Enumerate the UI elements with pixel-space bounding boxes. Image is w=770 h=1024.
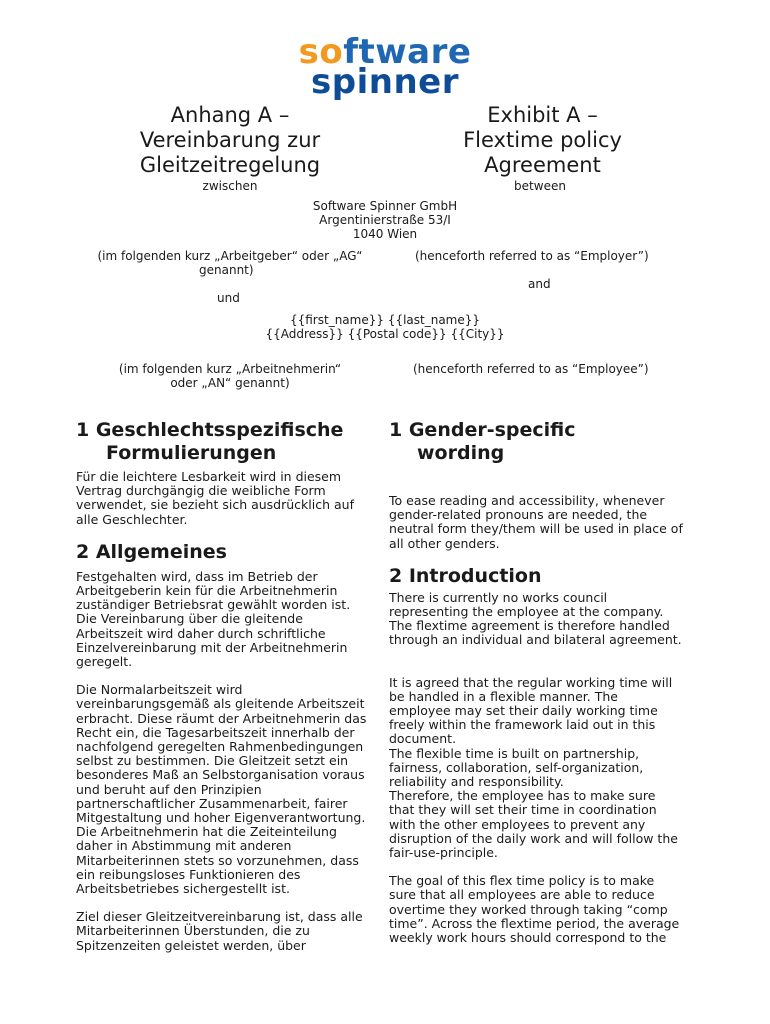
employee-address: {{Address}} {{Postal code}} {{City}} bbox=[265, 327, 505, 341]
text-line: Mitarbeiterinnen stets so vorzunehmen, dass bbox=[76, 852, 359, 868]
text-line: Arbeitszeit wird daher durch schriftliche bbox=[76, 625, 326, 641]
title-en-line: Agreement bbox=[484, 153, 601, 177]
text-line: selbst zu bestimmen. Die Gleitzeit setzt ein bbox=[76, 753, 349, 769]
heading-line: Formulierungen bbox=[106, 442, 277, 464]
employer-street: Argentinierstraße 53/I bbox=[319, 213, 451, 227]
text-line: verwendet, sie bezieht sich ausdrücklich auf bbox=[76, 497, 354, 513]
employer-block bbox=[235, 199, 535, 241]
and-de: und bbox=[217, 291, 240, 305]
text-line: erbracht. Diese räumt der Arbeitnehmerin das bbox=[76, 710, 367, 726]
paragraph-de-3 bbox=[76, 683, 386, 896]
text-line: be handled in a flexible manner. The bbox=[389, 688, 618, 704]
between-de: zwischen bbox=[202, 179, 258, 193]
text-line: ein reibungsloses Funktionieren des bbox=[76, 866, 301, 882]
logo-text-orange: so bbox=[298, 32, 344, 72]
heading-line: 1 Geschlechtsspezifische bbox=[76, 419, 344, 441]
english-column bbox=[389, 419, 709, 945]
text-line: Die Arbeitnehmerin hat die Zeiteinteilung bbox=[76, 824, 337, 840]
text-line: Arbeitgeberin kein für die Arbeitnehmerin bbox=[76, 583, 338, 599]
text-line: Spitzenzeiten geleistet werden, über bbox=[76, 937, 306, 953]
section-heading-en-1 bbox=[389, 419, 709, 465]
employee-ref-en: (henceforth referred to as “Employee”) bbox=[413, 362, 649, 376]
text-line: The flexible time is built on partnership, bbox=[389, 745, 640, 761]
logo-line-bottom: spinner bbox=[311, 62, 459, 102]
text-line: Arbeitsbetriebes sichergestellt ist. bbox=[76, 881, 290, 897]
and-en: and bbox=[528, 277, 551, 291]
text-line: Therefore, the employee has to make sure bbox=[389, 788, 656, 804]
text-line: vereinbarungsgemäß als gleitende Arbeitszeit bbox=[76, 696, 365, 712]
text-line: partnerschaftlicher Zusammenarbeit, fairer bbox=[76, 795, 348, 811]
paragraph-de-4 bbox=[76, 910, 386, 953]
text-line: overtime they worked through taking “comp bbox=[389, 901, 668, 917]
text-line: Vertrag durchgängig die weibliche Form bbox=[76, 483, 326, 499]
text-line: disruption of the daily work and will follow the bbox=[389, 830, 678, 846]
between-en: between bbox=[514, 179, 566, 193]
text-line: nachfolgend geregelten Rahmenbedingungen bbox=[76, 739, 364, 755]
text-line: through an individual and bilateral agreement. bbox=[389, 632, 682, 648]
text-line: Mitarbeiterinnen Überstunden, die zu bbox=[76, 923, 310, 939]
text-line: all other genders. bbox=[389, 535, 500, 551]
text-line: It is agreed that the regular working time will bbox=[389, 674, 673, 690]
title-de-line: Vereinbarung zur bbox=[139, 128, 321, 152]
text-line: zuständiger Betriebsrat gewählt worden ist. bbox=[76, 597, 351, 613]
paragraph-en-1 bbox=[389, 494, 709, 551]
text-line: that they will set their time in coordination bbox=[389, 802, 657, 818]
paragraph-en-2 bbox=[389, 591, 709, 648]
paragraph-en-3 bbox=[389, 676, 709, 861]
employee-ref-de-line: oder „AN“ genannt) bbox=[170, 376, 290, 390]
paragraph-en-4 bbox=[389, 874, 709, 945]
title-german bbox=[100, 103, 360, 178]
text-line: There is currently no works council bbox=[389, 589, 608, 605]
title-de-line: Gleitzeitregelung bbox=[139, 153, 321, 177]
section-heading-en-2: 2 Introduction bbox=[389, 564, 542, 587]
heading-line: 1 Gender-specific bbox=[389, 419, 576, 441]
employer-name: Software Spinner GmbH bbox=[312, 199, 458, 213]
text-line: time”. Across the flextime period, the average bbox=[389, 915, 680, 931]
company-logo bbox=[290, 34, 480, 100]
text-line: fair-use-principle. bbox=[389, 845, 498, 861]
employee-block bbox=[200, 313, 570, 341]
employer-ref-de bbox=[75, 249, 385, 277]
section-heading-de-2: 2 Allgemeines bbox=[76, 540, 227, 563]
text-line: besonderes Maß an Selbstorganisation voraus bbox=[76, 767, 365, 783]
text-line: employee may set their daily working time bbox=[389, 703, 658, 719]
text-line: neutral form they/them will be used in place of bbox=[389, 521, 683, 537]
title-en-line: Flextime policy bbox=[463, 128, 622, 152]
employer-city: 1040 Wien bbox=[352, 227, 418, 241]
paragraph-de-2 bbox=[76, 570, 386, 669]
text-line: freely within the framework laid out in this bbox=[389, 717, 656, 733]
text-line: Die Normalarbeitszeit wird bbox=[76, 682, 243, 698]
text-line: representing the employee at the company. bbox=[389, 604, 664, 620]
text-line: Recht ein, die Tagesarbeitszeit innerhalb der bbox=[76, 724, 355, 740]
german-column bbox=[76, 419, 386, 953]
text-line: The goal of this flex time policy is to make bbox=[389, 873, 655, 889]
section-heading-de-1 bbox=[76, 419, 386, 465]
text-line: document. bbox=[389, 731, 457, 747]
text-line: sure that all employees are able to reduce bbox=[389, 887, 655, 903]
employer-ref-de-line: genannt) bbox=[199, 263, 254, 277]
text-line: Die Vereinbarung über die gleitende bbox=[76, 611, 303, 627]
title-de-line: Anhang A – bbox=[170, 103, 290, 127]
title-english bbox=[415, 103, 670, 178]
text-line: with the other employees to prevent any bbox=[389, 816, 646, 832]
text-line: weekly work hours should correspond to the bbox=[389, 930, 667, 946]
text-line: To ease reading and accessibility, whenever bbox=[389, 493, 665, 508]
text-line: gender-related pronouns are needed, the bbox=[389, 507, 648, 523]
employee-names: {{first_name}} {{last_name}} bbox=[289, 313, 481, 327]
paragraph-de-1 bbox=[76, 470, 386, 527]
text-line: Für die leichtere Lesbarkeit wird in diesem bbox=[76, 469, 342, 484]
text-line: The flextime agreement is therefore handled bbox=[389, 618, 670, 634]
employer-ref-en: (henceforth referred to as “Employer”) bbox=[415, 249, 649, 263]
text-line: daher in Abstimmung mit anderen bbox=[76, 838, 292, 854]
text-line: Ziel dieser Gleitzeitvereinbarung ist, dass alle bbox=[76, 909, 363, 925]
employee-ref-de bbox=[80, 362, 380, 390]
text-line: fairness, collaboration, self-organization, bbox=[389, 759, 644, 775]
employee-ref-de-line: (im folgenden kurz „Arbeitnehmerin“ bbox=[118, 362, 342, 376]
text-line: Mitgestaltung und hoher Eigenverantwortung. bbox=[76, 810, 366, 826]
text-line: reliability and responsibility. bbox=[389, 774, 564, 790]
text-line: und beruht auf den Prinzipien bbox=[76, 781, 262, 797]
employer-ref-de-line: (im folgenden kurz „Arbeitgeber“ oder „AG“ bbox=[97, 249, 363, 263]
text-line: geregelt. bbox=[76, 654, 133, 670]
text-line: Festgehalten wird, dass im Betrieb der bbox=[76, 568, 318, 584]
logo-text-blue: ftware bbox=[343, 32, 472, 72]
heading-line: wording bbox=[417, 442, 505, 464]
text-line: alle Geschlechter. bbox=[76, 511, 188, 527]
title-en-line: Exhibit A – bbox=[487, 103, 598, 127]
text-line: Einzelvereinbarung mit der Arbeitnehmerin bbox=[76, 639, 348, 655]
